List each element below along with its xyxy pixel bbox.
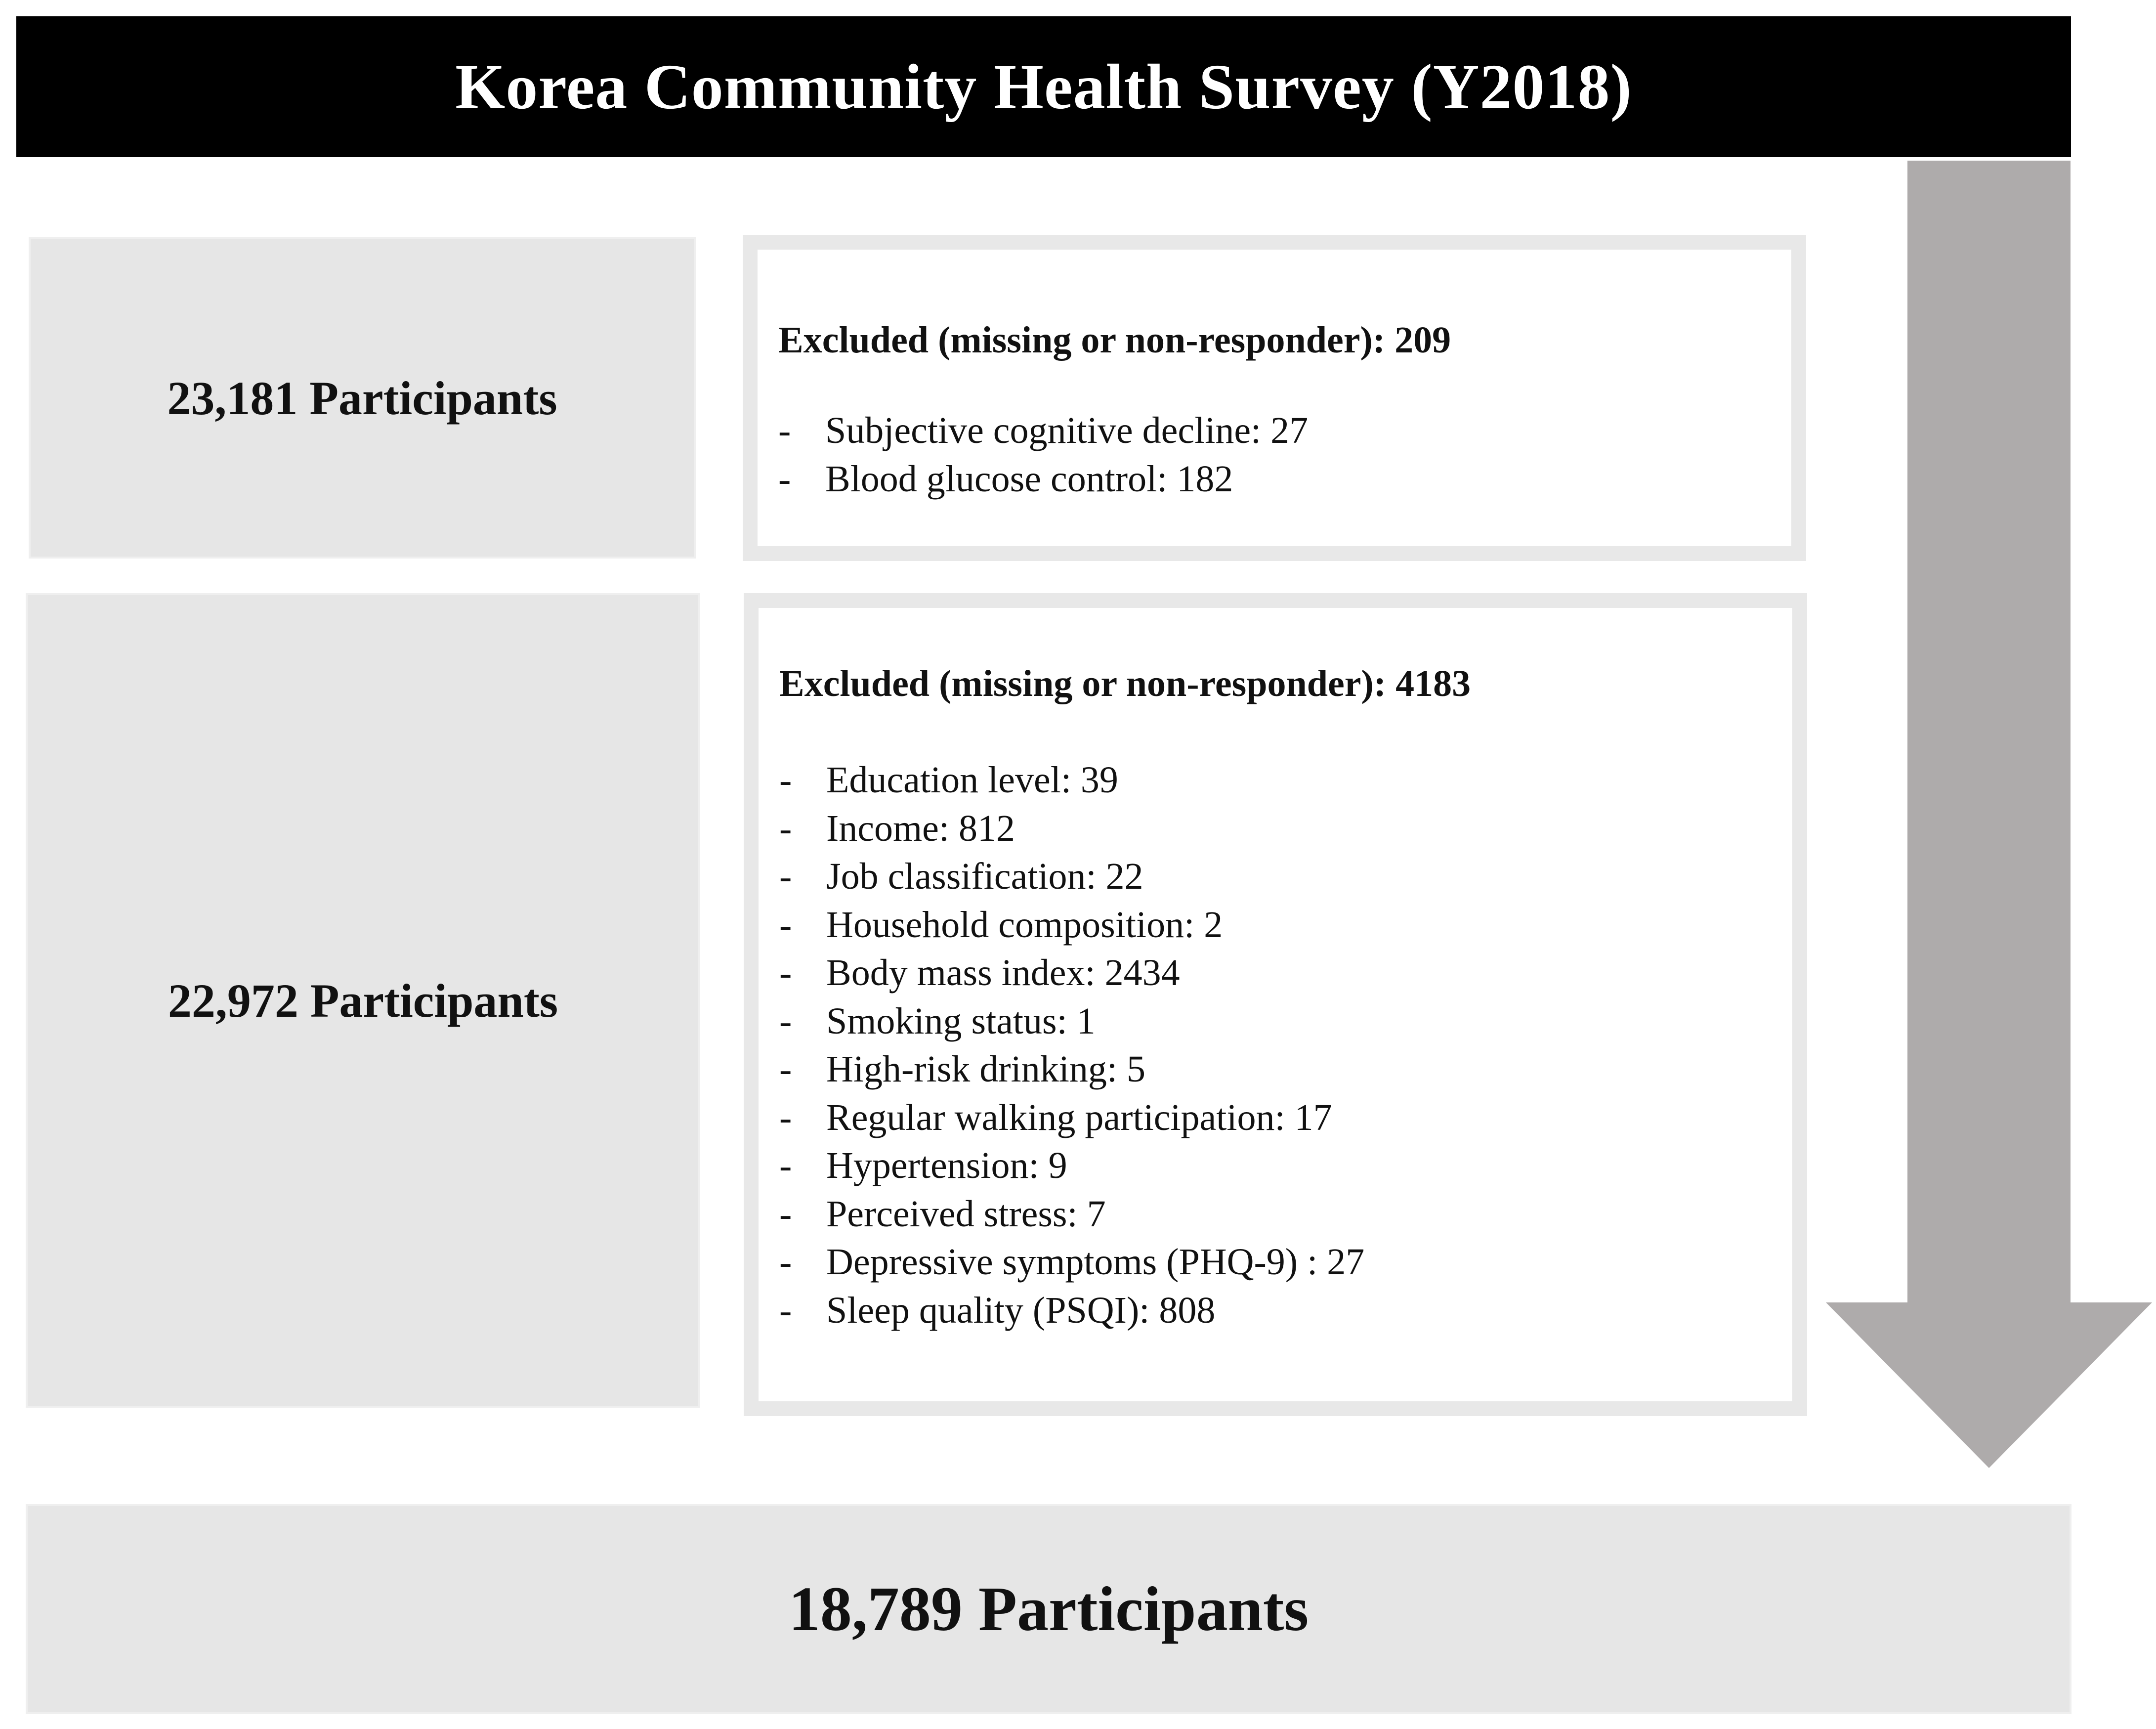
exclusion-item — [779, 805, 1364, 853]
exclusion-item-text: Education level: 39 — [826, 759, 1118, 801]
exclusion-item-text: Body mass index: 2434 — [826, 952, 1180, 994]
exclusion-item — [779, 949, 1364, 997]
exclusion-item — [779, 756, 1364, 805]
bullet-dash: - — [779, 952, 792, 994]
bullet-dash: - — [779, 807, 792, 849]
bullet-dash: - — [779, 1145, 792, 1186]
bullet-dash: - — [779, 1241, 792, 1283]
exclusion-item-text: Depressive symptoms (PHQ-9) : 27 — [826, 1241, 1365, 1283]
exclusion-item-text: Subjective cognitive decline: 27 — [825, 410, 1309, 451]
bullet-dash: - — [779, 1193, 792, 1235]
exclusion-item — [779, 1287, 1364, 1335]
bullet-dash: - — [779, 856, 792, 897]
bullet-dash: - — [779, 1096, 792, 1138]
exclusion-item-text: Job classification: 22 — [826, 856, 1143, 897]
bullet-dash: - — [779, 1000, 792, 1042]
exclusion-heading-step-2: Excluded (missing or non-responder): 4183 — [779, 663, 1471, 704]
exclusion-item — [779, 853, 1364, 901]
exclusion-item — [779, 997, 1364, 1046]
exclusion-item-text: Sleep quality (PSQI): 808 — [826, 1289, 1216, 1331]
flow-down-arrow-icon — [1823, 161, 2155, 1475]
exclusion-item-text: Income: 812 — [826, 807, 1015, 849]
exclusion-heading-step-1: Excluded (missing or non-responder): 209 — [778, 319, 1451, 361]
participants-box-step-1 — [29, 237, 696, 559]
exclusion-item — [779, 1045, 1364, 1094]
exclusion-item-text: Smoking status: 1 — [826, 1000, 1096, 1042]
bullet-dash: - — [779, 759, 792, 801]
bullet-dash: - — [779, 1289, 792, 1331]
exclusion-item — [779, 1142, 1364, 1190]
exclusion-item — [779, 1238, 1364, 1287]
exclusion-item-text: Hypertension: 9 — [826, 1145, 1067, 1186]
exclusion-item-text: Perceived stress: 7 — [826, 1193, 1106, 1235]
exclusion-list-step-1 — [778, 407, 1308, 503]
exclusion-item-text: Blood glucose control: 182 — [825, 458, 1233, 500]
diagram-title: Korea Community Health Survey (Y2018) — [455, 51, 1632, 123]
flow-down-arrow-shape — [1826, 161, 2152, 1468]
exclusion-item-text: Household composition: 2 — [826, 904, 1223, 946]
exclusion-box-step-2 — [744, 593, 1807, 1416]
participants-count-step-1: 23,181 Participants — [167, 371, 557, 425]
exclusion-item — [779, 1094, 1364, 1142]
exclusion-box-step-1 — [743, 235, 1806, 561]
exclusion-item — [778, 407, 1308, 455]
bullet-dash: - — [778, 458, 791, 500]
exclusion-item — [779, 1190, 1364, 1239]
header-bar — [16, 16, 2071, 157]
participants-box-step-2 — [26, 593, 700, 1408]
exclusion-list-step-2 — [779, 756, 1364, 1335]
bullet-dash: - — [778, 410, 791, 451]
final-participants-count: 18,789 Participants — [788, 1574, 1309, 1644]
exclusion-item — [778, 455, 1308, 504]
bullet-dash: - — [779, 904, 792, 946]
bullet-dash: - — [779, 1048, 792, 1090]
final-participants-box — [26, 1504, 2071, 1714]
exclusion-item-text: Regular walking participation: 17 — [826, 1096, 1332, 1138]
exclusion-item — [779, 901, 1364, 950]
exclusion-item-text: High-risk drinking: 5 — [826, 1048, 1145, 1090]
participants-count-step-2: 22,972 Participants — [168, 974, 558, 1027]
